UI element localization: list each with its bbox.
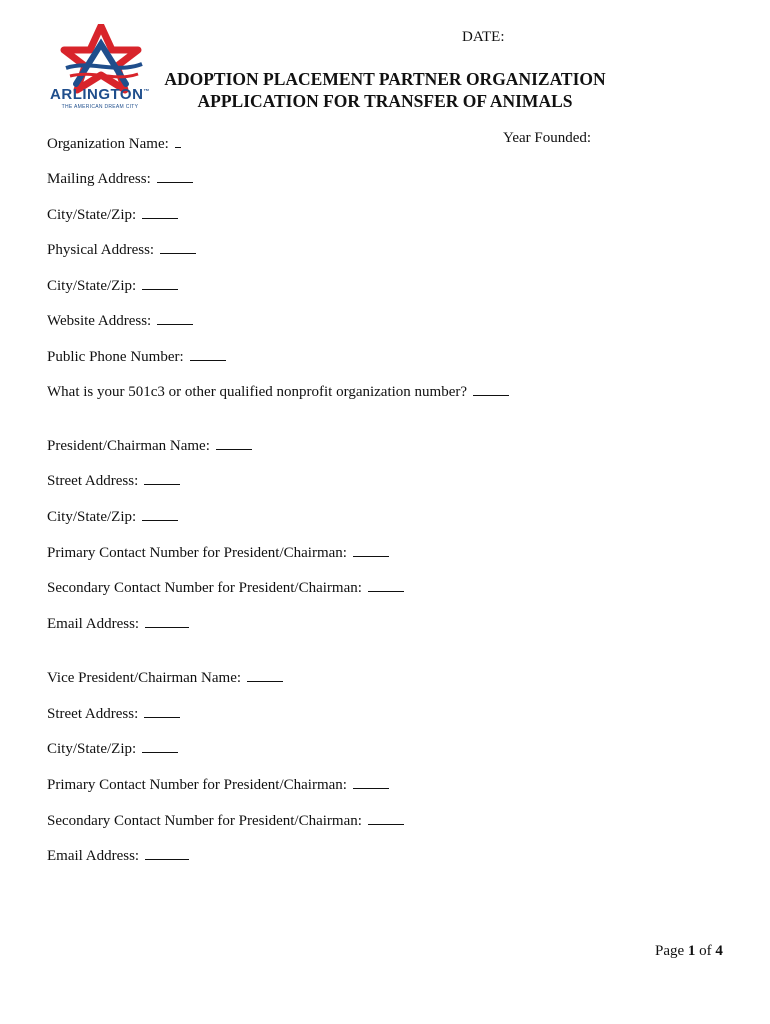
public-phone-label: Public Phone Number: [47, 349, 184, 365]
president-email-field [47, 614, 189, 633]
vice-president-secondary-contact-field [47, 811, 404, 830]
mailing-city-blank[interactable] [142, 205, 178, 219]
mailing-address-label: Mailing Address: [47, 171, 151, 187]
year-founded-label: Year Founded: [503, 130, 592, 146]
nonprofit-number-blank[interactable] [473, 382, 509, 396]
website-field [47, 311, 193, 330]
physical-address-label: Physical Address: [47, 242, 155, 258]
public-phone-blank[interactable] [190, 347, 226, 361]
vice-president-primary-contact-blank[interactable] [353, 775, 389, 789]
president-city-field [47, 507, 178, 526]
physical-city-field [47, 276, 178, 295]
vice-president-street-label: Street Address: [47, 706, 139, 722]
president-name-blank[interactable] [216, 436, 252, 450]
public-phone-field [47, 347, 226, 366]
vice-president-primary-contact-field [47, 775, 389, 794]
mailing-address-field [47, 169, 193, 188]
form-title-line-2: APPLICATION FOR TRANSFER OF ANIMALS [197, 91, 573, 111]
president-primary-contact-field [47, 543, 389, 562]
president-street-label: Street Address: [47, 473, 139, 489]
organization-name-label: Organization Name: [47, 136, 169, 152]
vice-president-name-blank[interactable] [247, 668, 283, 682]
vice-president-city-label: City/State/Zip: [47, 741, 137, 757]
president-city-blank[interactable] [142, 507, 178, 521]
mailing-address-blank[interactable] [157, 169, 193, 183]
organization-name-field [47, 134, 181, 153]
mailing-city-field [47, 205, 178, 224]
physical-address-blank[interactable] [160, 240, 196, 254]
vice-president-primary-contact-label: Primary Contact Number for President/Chairman: [47, 777, 347, 793]
vice-president-secondary-contact-label: Secondary Contact Number for President/Chairman: [47, 813, 362, 829]
vice-president-street-field [47, 704, 180, 723]
vice-president-name-label: Vice President/Chairman Name: [47, 670, 242, 686]
vice-president-email-label: Email Address: [47, 848, 140, 864]
nonprofit-number-field [47, 382, 509, 401]
vice-president-street-blank[interactable] [144, 704, 180, 718]
president-primary-contact-blank[interactable] [353, 543, 389, 557]
president-email-label: Email Address: [47, 616, 140, 632]
mailing-city-label: City/State/Zip: [47, 207, 137, 223]
nonprofit-number-label: What is your 501c3 or other qualified nonprofit organization number? [47, 384, 468, 400]
president-street-blank[interactable] [144, 471, 180, 485]
physical-city-blank[interactable] [142, 276, 178, 290]
president-secondary-contact-blank[interactable] [368, 578, 404, 592]
vice-president-name-field [47, 668, 283, 687]
date-label: DATE: [462, 29, 505, 45]
president-email-blank[interactable] [145, 614, 189, 628]
president-name-label: President/Chairman Name: [47, 438, 210, 454]
organization-name-blank[interactable] [175, 134, 181, 148]
form-title-line-1: ADOPTION PLACEMENT PARTNER ORGANIZATION [164, 69, 606, 89]
logo-wordmark: ARLINGTON™ [50, 86, 150, 103]
physical-city-label: City/State/Zip: [47, 278, 137, 294]
vice-president-city-blank[interactable] [142, 739, 178, 753]
website-label: Website Address: [47, 313, 152, 329]
logo-tagline: THE AMERICAN DREAM CITY [61, 104, 139, 110]
president-primary-contact-label: Primary Contact Number for President/Chairman: [47, 545, 347, 561]
vice-president-secondary-contact-blank[interactable] [368, 811, 404, 825]
vice-president-email-field [47, 846, 189, 865]
vice-president-city-field [47, 739, 178, 758]
president-secondary-contact-label: Secondary Contact Number for President/Chairman: [47, 580, 362, 596]
president-secondary-contact-field [47, 578, 404, 597]
president-city-label: City/State/Zip: [47, 509, 137, 525]
physical-address-field [47, 240, 196, 259]
page-number: Page 1 of 4 [655, 943, 723, 959]
president-street-field [47, 471, 180, 490]
vice-president-email-blank[interactable] [145, 846, 189, 860]
website-blank[interactable] [157, 311, 193, 325]
president-name-field [47, 436, 252, 455]
